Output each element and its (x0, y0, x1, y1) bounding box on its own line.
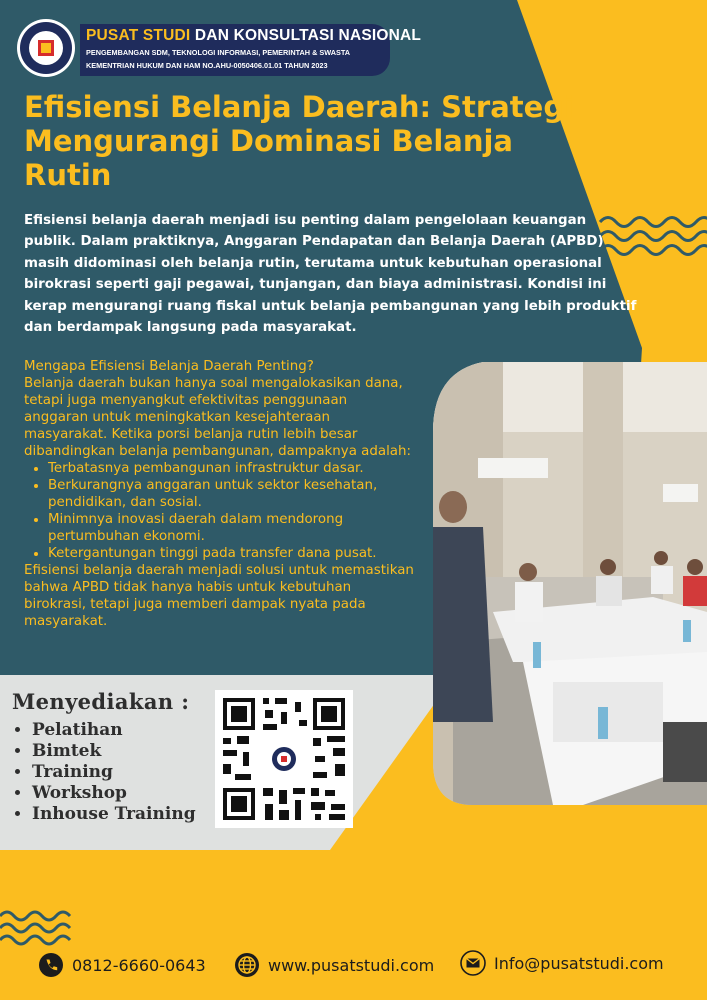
services-panel (12, 688, 196, 825)
article-intro: Efisiensi belanja daerah menjadi isu penting dalam pengelolaan keuangan publik. Dalam praktiknya, Anggaran Pendapatan dan Belanja Daerah (APBD) masih didominasi oleh belanja rutin, terutama untuk kebutuhan operasional birokrasi seperti gaji pegawai, tunjangan, dan biaya administrasi. Kondisi ini kerap mengurangi ruang fiskal untuk belanja pembangunan yang lebih produktif dan berdampak langsung pada masyarakat. (24, 213, 637, 336)
list-item: • Ketergantungan tinggi pada transfer dana pusat. (48, 545, 414, 562)
email-link[interactable]: Info@pusatstudi.com (494, 953, 664, 973)
organization-registration: KEMENTRIAN HUKUM DAN HAM NO.AHU-0050406.01.01 TAHUN 2023 (86, 61, 328, 70)
website-link[interactable]: www.pusatstudi.com (268, 955, 435, 975)
list-item: • Pelatihan (32, 720, 196, 741)
footer-website[interactable] (234, 952, 434, 978)
article-title: Efisiensi Belanja Daerah: Strategi Mengurangi Dominasi Belanja Rutin (24, 90, 575, 192)
list-item: • Berkurangnya anggaran untuk sektor kesehatan, pendidikan, dan sosial. (48, 477, 414, 511)
list-item: • Terbatasnya pembangunan infrastruktur dasar. (48, 460, 414, 477)
section-conclusion: Efisiensi belanja daerah menjadi solusi untuk memastikan bahwa APBD tidak hanya habis untuk kebutuhan birokrasi, tetapi juga memberi dampak nyata pada masyarakat. (24, 563, 414, 629)
section-heading: Mengapa Efisiensi Belanja Daerah Penting? (24, 359, 314, 374)
organization-tagline: PENGEMBANGAN SDM, TEKNOLOGI INFORMASI, PEMERINTAH & SWASTA (86, 48, 351, 57)
qr-code[interactable] (215, 690, 353, 828)
training-session-photo (433, 362, 707, 805)
organization-name: PUSAT STUDI DAN KONSULTASI NASIONAL (86, 27, 422, 44)
list-item: • Training (32, 762, 196, 783)
list-item: • Bimtek (32, 741, 196, 762)
impact-list (24, 460, 414, 562)
phone-icon (38, 952, 64, 978)
phone-number[interactable]: 0812-6660-0643 (72, 955, 206, 975)
article-section (24, 358, 414, 630)
globe-icon (234, 952, 260, 978)
envelope-icon (460, 950, 486, 976)
services-heading: Menyediakan : (12, 689, 190, 714)
organization-logo (16, 18, 76, 78)
section-body: Belanja daerah bukan hanya soal mengalokasikan dana, tetapi juga menyangkut efektivitas penggunaan anggaran untuk meningkatkan kesejahteraan masyarakat. Ketika porsi belanja rutin lebih besar dibandingkan belanja pembangunan, dampaknya adalah: (24, 376, 411, 459)
list-item: • Minimnya inovasi daerah dalam mendorong pertumbuhan ekonomi. (48, 511, 414, 545)
list-item: • Inhouse Training (32, 804, 196, 825)
footer-phone[interactable] (38, 952, 206, 978)
footer-email[interactable] (460, 950, 664, 976)
list-item: • Workshop (32, 783, 196, 804)
services-list (12, 720, 196, 825)
